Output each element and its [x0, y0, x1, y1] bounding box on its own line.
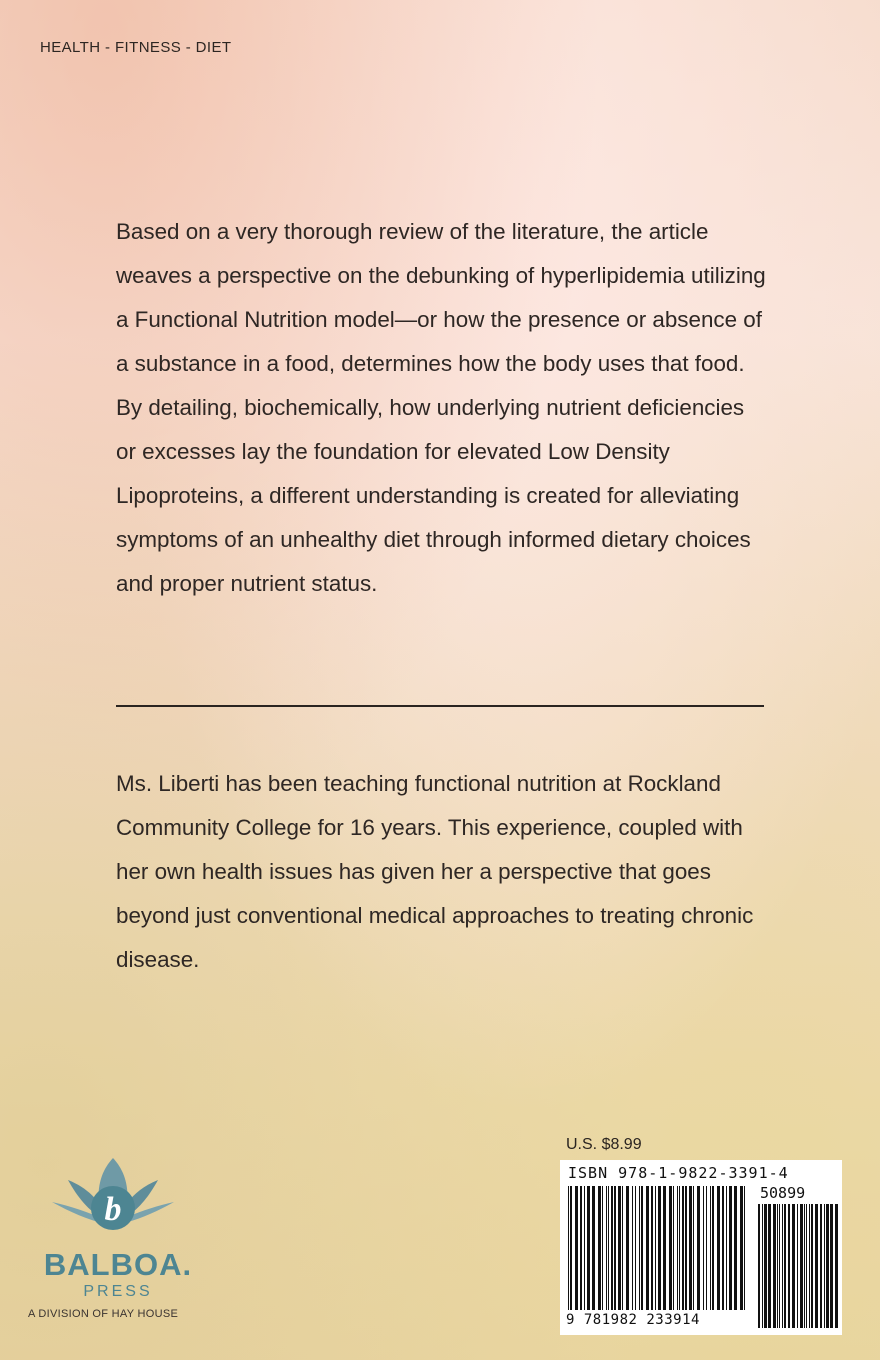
barcode [560, 1160, 842, 1335]
divider-line [116, 705, 764, 707]
svg-text:b: b [104, 1191, 122, 1228]
publisher-sub: PRESS [83, 1283, 153, 1300]
barcode-digits: 9 781982 233914 [566, 1312, 700, 1328]
publisher-division: A DIVISION OF HAY HOUSE [28, 1308, 179, 1320]
barcode-addon: 50899 [760, 1184, 806, 1202]
isbn-text: ISBN 978-1-9822-3391-4 [568, 1164, 789, 1182]
publisher-name: BALBOA. [43, 1247, 193, 1282]
author-bio: Ms. Liberti has been teaching functional nutrition at Rockland Community College for 16 years. This experience, coupled with her own health issues has given her a perspective that goes beyond just conventional medical approaches to treating chronic disease. [116, 771, 754, 972]
lotus-icon [48, 1150, 178, 1250]
publisher-logo [30, 1150, 200, 1330]
price-label: U.S. $8.99 [566, 1136, 642, 1153]
category-label: HEALTH - FITNESS - DIET [40, 39, 232, 56]
book-blurb: Based on a very thorough review of the literature, the article weaves a perspective on the debunking of hyperlipidemia utilizing a Functional Nutrition model—or how the presence or absence of a substance in a food, determines how the body uses that food. By detailing, biochemically, how underlying nutrient deficiencies or excesses lay the foundation for elevated Low Density Lipoproteins, a different understanding is created for alleviating symptoms of an unhealthy diet through informed dietary choices and proper nutrient status. [116, 219, 766, 596]
